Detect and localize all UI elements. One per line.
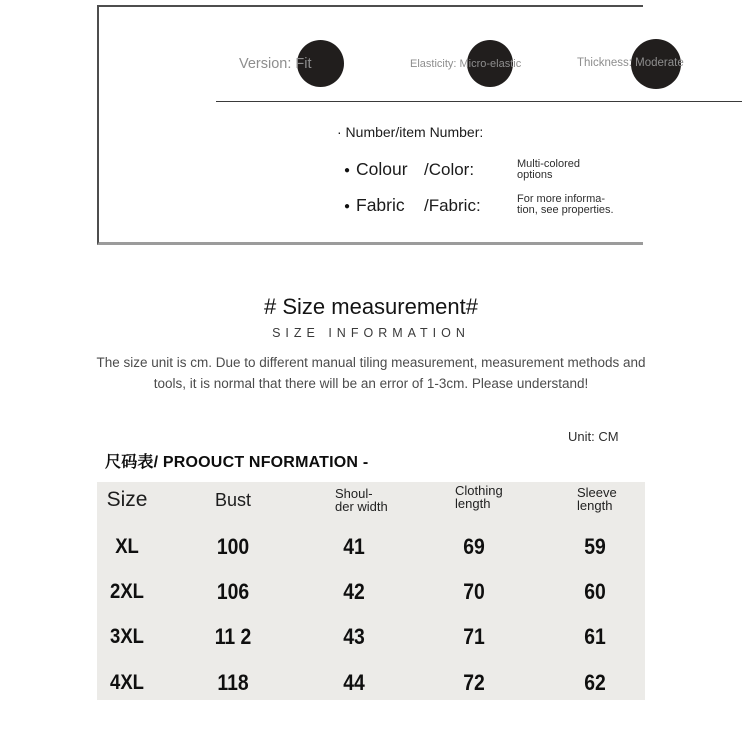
cell-size: 4XL [110, 671, 144, 694]
cell-bust: 100 [216, 534, 250, 559]
cell-shoulder: 42 [343, 579, 365, 604]
attribute-version: Version: Fit [239, 56, 312, 72]
size-information-subtitle: SIZE INFORMATION [272, 326, 470, 340]
cell-sleeve: 59 [584, 534, 606, 559]
column-header-clothing-length [455, 484, 503, 510]
bullet-icon: ● [344, 165, 351, 176]
header-line: length [577, 498, 613, 513]
cell-shoulder: 44 [343, 670, 365, 695]
size-chart-table [97, 482, 645, 700]
spec-fabric-desc [517, 194, 614, 216]
column-header-shoulder-width [335, 487, 388, 513]
spec-colour-name: Colour [356, 159, 408, 179]
spec-fabric-desc-line1: For more informa- [517, 193, 606, 205]
table-row [97, 672, 645, 696]
table-row [97, 581, 645, 605]
header-line: Clothing [455, 483, 503, 498]
header-line: Shoul- [335, 486, 373, 501]
spec-colour-desc-line2: options [517, 169, 553, 181]
cell-sleeve: 61 [584, 624, 606, 649]
spec-fabric-alt: /Fabric: [424, 196, 481, 215]
spec-colour-desc-line1: Multi-colored [517, 158, 580, 170]
spec-colour-desc [517, 159, 580, 181]
spec-fabric-name: Fabric [356, 195, 405, 215]
size-chart-title: 尺码表/ PROOUCT NFORMATION - [105, 454, 369, 471]
cell-clothing: 69 [463, 534, 485, 559]
column-header-bust: Bust [214, 490, 252, 510]
spec-fabric-desc-line2: tion, see properties. [517, 204, 614, 216]
cell-shoulder: 41 [343, 534, 365, 559]
unit-label: Unit: CM [568, 429, 619, 444]
size-note-line2: tools, it is normal that there will be an error of 1-3cm. Please understand! [153, 376, 589, 391]
cell-bust: 118 [217, 670, 249, 695]
size-note-line1: The size unit is cm. Due to different manual tiling measurement, measurement methods and [96, 355, 646, 370]
column-header-size: Size [106, 488, 148, 511]
divider [216, 101, 742, 102]
cell-sleeve: 60 [584, 579, 606, 604]
cell-size: XL [115, 535, 139, 558]
cell-bust: 11 2 [214, 624, 252, 649]
cell-bust: 106 [216, 579, 250, 604]
cell-clothing: 70 [463, 579, 485, 604]
attribute-thickness: Thickness: Moderate [577, 57, 684, 69]
cell-clothing: 72 [463, 670, 485, 695]
item-number-line: · Number/item Number: [337, 124, 484, 140]
table-row [97, 626, 645, 650]
cell-sleeve: 62 [584, 670, 606, 695]
spec-colour-alt: /Color: [424, 160, 475, 179]
header-line: Sleeve [577, 485, 617, 500]
size-measurement-title: # Size measurement# [264, 294, 478, 319]
table-row [97, 536, 645, 560]
cell-size: 3XL [110, 625, 144, 648]
header-line: der width [335, 499, 388, 514]
attribute-elasticity: Elasticity: Micro-elastic [410, 58, 522, 70]
header-line: length [455, 496, 491, 511]
cell-shoulder: 43 [343, 624, 365, 649]
column-header-sleeve-length [577, 486, 617, 512]
cell-clothing: 71 [463, 624, 485, 649]
bullet-icon: ● [344, 201, 351, 212]
attributes-box [97, 5, 684, 245]
cell-size: 2XL [110, 580, 144, 603]
